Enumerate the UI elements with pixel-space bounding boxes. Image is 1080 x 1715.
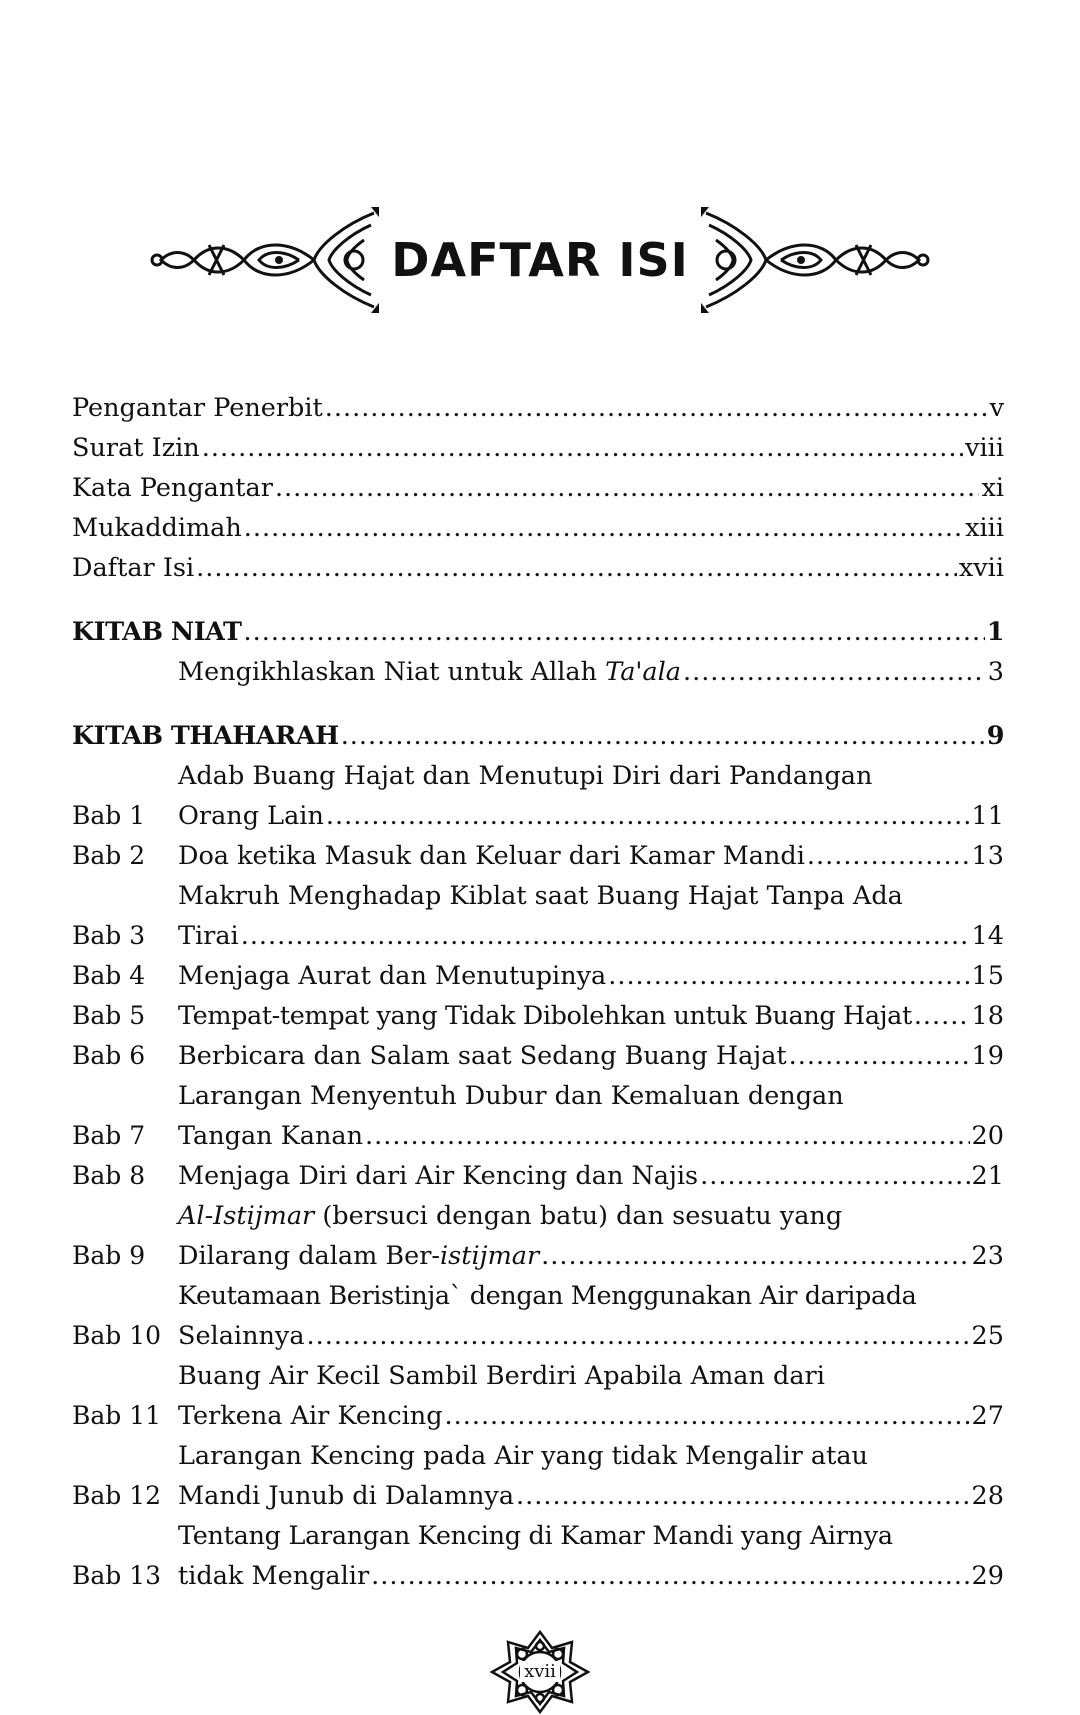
leader-dots: [325, 388, 988, 428]
toc-entry[interactable]: [72, 468, 1004, 508]
leader-dots: [516, 1476, 970, 1516]
table-of-contents: [72, 388, 1004, 1596]
chapter-title-line: [178, 1196, 1004, 1236]
page-number: xvii: [520, 1661, 560, 1682]
page-header: [0, 200, 1080, 320]
chapter-title-line: Menjaga Diri dari Air Kencing dan Najis: [178, 1161, 699, 1191]
chapter-title-line: [178, 1236, 539, 1276]
leader-dots: [608, 956, 969, 996]
chapter-title-line: Makruh Menghadap Kiblat saat Buang Hajat Tanpa Ada: [178, 881, 903, 911]
page-number: 18: [971, 1001, 1004, 1031]
chapter-title-line: Tempat-tempat yang Tidak Dibolehkan untuk Buang Hajat: [178, 1001, 912, 1031]
chapter-entry[interactable]: [72, 1356, 1004, 1436]
page-number: 1: [986, 617, 1004, 647]
chapter-title-line: Buang Air Kecil Sambil Berdiri Apabila Aman dari: [178, 1361, 825, 1391]
chapter-entry[interactable]: [72, 956, 1004, 996]
leader-dots: [241, 916, 970, 956]
kitab-title: KITAB NIAT: [72, 617, 242, 647]
entry-title: Mukaddimah: [72, 513, 242, 543]
page-number: v: [989, 393, 1004, 423]
kitab-heading-niat[interactable]: [72, 612, 1004, 652]
page-number: 23: [971, 1241, 1004, 1271]
leader-dots: [244, 612, 985, 652]
chapter-label: Bab 6: [72, 1041, 146, 1070]
page-number: 14: [971, 921, 1004, 951]
entry-title: Pengantar Penerbit: [72, 393, 323, 423]
leader-dots: [307, 1316, 970, 1356]
toc-entry[interactable]: [72, 388, 1004, 428]
chapter-entry[interactable]: [72, 876, 1004, 956]
chapter-label: Bab 9: [72, 1241, 146, 1270]
leader-dots: [541, 1236, 969, 1276]
chapter-entry[interactable]: [72, 1036, 1004, 1076]
chapter-entry[interactable]: [72, 1516, 1004, 1596]
entry-title-plain: Mengikhlaskan Niat untuk Allah: [178, 657, 606, 687]
chapter-entry[interactable]: [72, 1196, 1004, 1276]
toc-entry[interactable]: [72, 652, 1004, 692]
arabesque-ornament-icon: [701, 205, 931, 315]
page-number: 9: [986, 721, 1004, 751]
leader-dots: [202, 428, 963, 468]
chapter-title-line: Larangan Kencing pada Air yang tidak Mengalir atau: [178, 1441, 868, 1471]
chapter-title-plain: Dilarang dalam Ber-: [178, 1241, 441, 1271]
chapter-entry[interactable]: [72, 836, 1004, 876]
page-number: 27: [971, 1401, 1004, 1431]
leader-dots: [244, 508, 963, 548]
page-number: xi: [981, 473, 1004, 503]
entry-title: [178, 652, 681, 692]
chapter-title-line: Tangan Kanan: [178, 1121, 364, 1151]
page-number: 19: [971, 1041, 1004, 1071]
entry-title: Kata Pengantar: [72, 473, 273, 503]
arabesque-ornament-icon: [149, 205, 379, 315]
chapter-title-plain: (bersuci dengan batu) dan sesuatu yang: [314, 1201, 843, 1231]
page-number: 21: [971, 1161, 1004, 1191]
kitab-title: KITAB THAHARAH: [72, 721, 339, 751]
leader-dots: [914, 996, 970, 1036]
chapter-entry[interactable]: [72, 996, 1004, 1036]
chapter-entry[interactable]: [72, 1076, 1004, 1156]
page-number: xiii: [965, 513, 1004, 543]
chapter-title-line: Adab Buang Hajat dan Menutupi Diri dari Pandangan: [178, 761, 873, 791]
toc-entry[interactable]: [72, 428, 1004, 468]
leader-dots: [807, 836, 970, 876]
leader-dots: [341, 716, 985, 756]
chapter-label: Bab 3: [72, 921, 146, 950]
leader-dots: [700, 1156, 969, 1196]
chapter-title-line: Tirai: [178, 921, 239, 951]
page-number: 20: [971, 1121, 1004, 1151]
kitab-heading-thaharah[interactable]: [72, 716, 1004, 756]
chapter-title-line: Terkena Air Kencing: [178, 1401, 443, 1431]
leader-dots: [789, 1036, 970, 1076]
page-number: 15: [971, 961, 1004, 991]
chapter-label: Bab 10: [72, 1321, 162, 1350]
chapter-title-line: tidak Mengalir: [178, 1561, 370, 1591]
chapter-title-line: Menjaga Aurat dan Menutupinya: [178, 961, 607, 991]
entry-title-italic: Ta'ala: [605, 657, 681, 687]
leader-dots: [445, 1396, 970, 1436]
page-title: DAFTAR ISI: [391, 233, 689, 287]
page-number: 13: [971, 841, 1004, 871]
chapter-title-line: Doa ketika Masuk dan Keluar dari Kamar Mandi: [178, 841, 805, 871]
chapter-title-line: Selainnya: [178, 1321, 305, 1351]
chapter-title-line: Keutamaan Beristinja` dengan Menggunakan Air daripada: [178, 1281, 917, 1311]
page-number: 3: [987, 657, 1004, 687]
chapter-label: Bab 5: [72, 1001, 146, 1030]
chapter-title-line: Tentang Larangan Kencing di Kamar Mandi yang Airnya: [178, 1521, 893, 1551]
leader-dots: [683, 652, 986, 692]
leader-dots: [365, 1116, 970, 1156]
chapter-entry[interactable]: [72, 756, 1004, 836]
chapter-title-line: Mandi Junub di Dalamnya: [178, 1481, 515, 1511]
chapter-entry[interactable]: [72, 1436, 1004, 1516]
entry-title: Daftar Isi: [72, 553, 195, 583]
chapter-label: Bab 7: [72, 1121, 146, 1150]
leader-dots: [326, 796, 970, 836]
chapter-label: Bab 1: [72, 801, 146, 830]
chapter-label: Bab 13: [72, 1561, 162, 1590]
page-number: xvii: [958, 553, 1004, 583]
chapter-title-italic: istijmar: [440, 1241, 540, 1271]
chapter-label: Bab 11: [72, 1401, 162, 1430]
chapter-entry[interactable]: [72, 1156, 1004, 1196]
toc-entry[interactable]: [72, 508, 1004, 548]
page-number: 29: [971, 1561, 1004, 1591]
chapter-label: Bab 12: [72, 1481, 162, 1510]
chapter-title-line: Berbicara dan Salam saat Sedang Buang Hajat: [178, 1041, 787, 1071]
page-number: 25: [971, 1321, 1004, 1351]
page-number: 28: [971, 1481, 1004, 1511]
leader-dots: [371, 1556, 969, 1596]
chapter-label: Bab 4: [72, 961, 146, 990]
leader-dots: [275, 468, 980, 508]
chapter-title-line: Larangan Menyentuh Dubur dan Kemaluan dengan: [178, 1081, 844, 1111]
page-footer: [480, 1628, 600, 1715]
chapter-title-line: Orang Lain: [178, 801, 324, 831]
chapter-entry[interactable]: [72, 1276, 1004, 1356]
chapter-label: Bab 2: [72, 841, 146, 870]
page-number: 11: [971, 801, 1004, 831]
entry-title: Surat Izin: [72, 433, 200, 463]
leader-dots: [196, 548, 957, 588]
chapter-title-italic: Al-Istijmar: [178, 1201, 315, 1231]
page-number: viii: [965, 433, 1004, 463]
chapter-label: Bab 8: [72, 1161, 146, 1190]
toc-entry[interactable]: [72, 548, 1004, 588]
